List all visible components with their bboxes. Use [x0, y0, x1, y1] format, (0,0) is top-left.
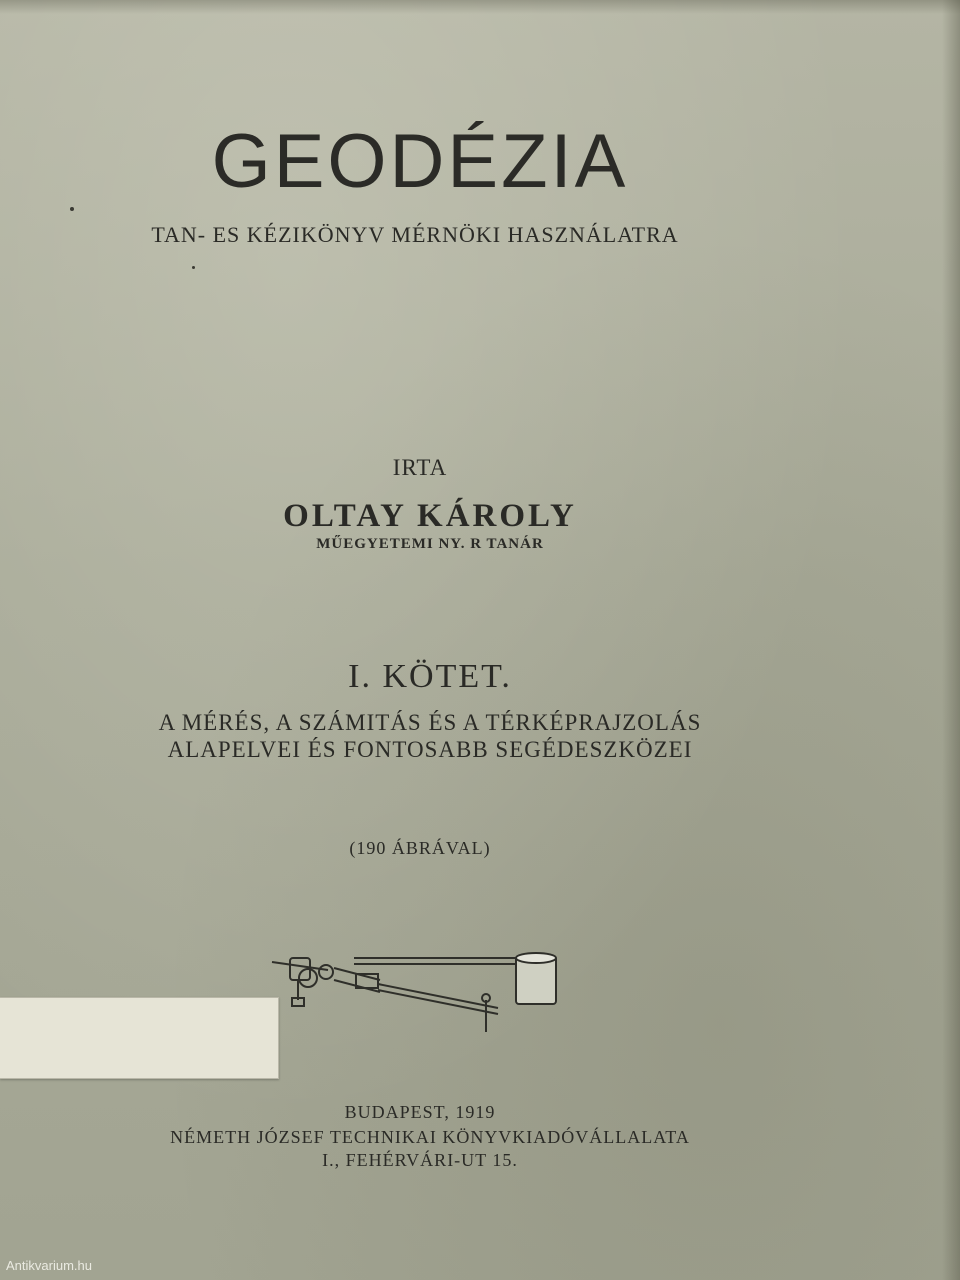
- book-title: GEODÉZIA: [211, 119, 629, 204]
- surveying-instrument-icon: [268, 940, 568, 1040]
- watermark: Antikvarium.hu: [6, 1258, 92, 1273]
- publisher-address: I., FEHÉRVÁRI-UT 15.: [322, 1150, 518, 1170]
- author-name: OLTAY KÁROLY: [283, 498, 577, 534]
- author-title: MŰEGYETEMI NY. R TANÁR: [316, 536, 544, 552]
- description-line-2: ALAPELVEI ÉS FONTOSABB SEGÉDESZKÖZEI: [167, 737, 693, 762]
- figures-note: (190 ÁBRÁVAL): [349, 838, 491, 858]
- description-line-1: A MÉRÉS, A SZÁMITÁS ÉS A TÉRKÉPRAJZOLÁS: [158, 710, 702, 735]
- library-label-sticker: [0, 997, 279, 1079]
- book-subtitle: TAN- ES KÉZIKÖNYV MÉRNÖKI HASZNÁLATRA: [151, 222, 679, 247]
- publisher-name: NÉMETH JÓZSEF TECHNIKAI KÖNYVKIADÓVÁLLALATA: [170, 1127, 690, 1147]
- ink-speck: [70, 207, 74, 211]
- publisher-city-year: BUDAPEST, 1919: [344, 1102, 496, 1122]
- cover-top-shadow: [0, 0, 960, 14]
- cover-right-edge: [942, 0, 960, 1280]
- byline-label: IRTA: [392, 455, 448, 480]
- volume-number: I. KÖTET.: [348, 658, 512, 695]
- ink-speck: [192, 266, 195, 269]
